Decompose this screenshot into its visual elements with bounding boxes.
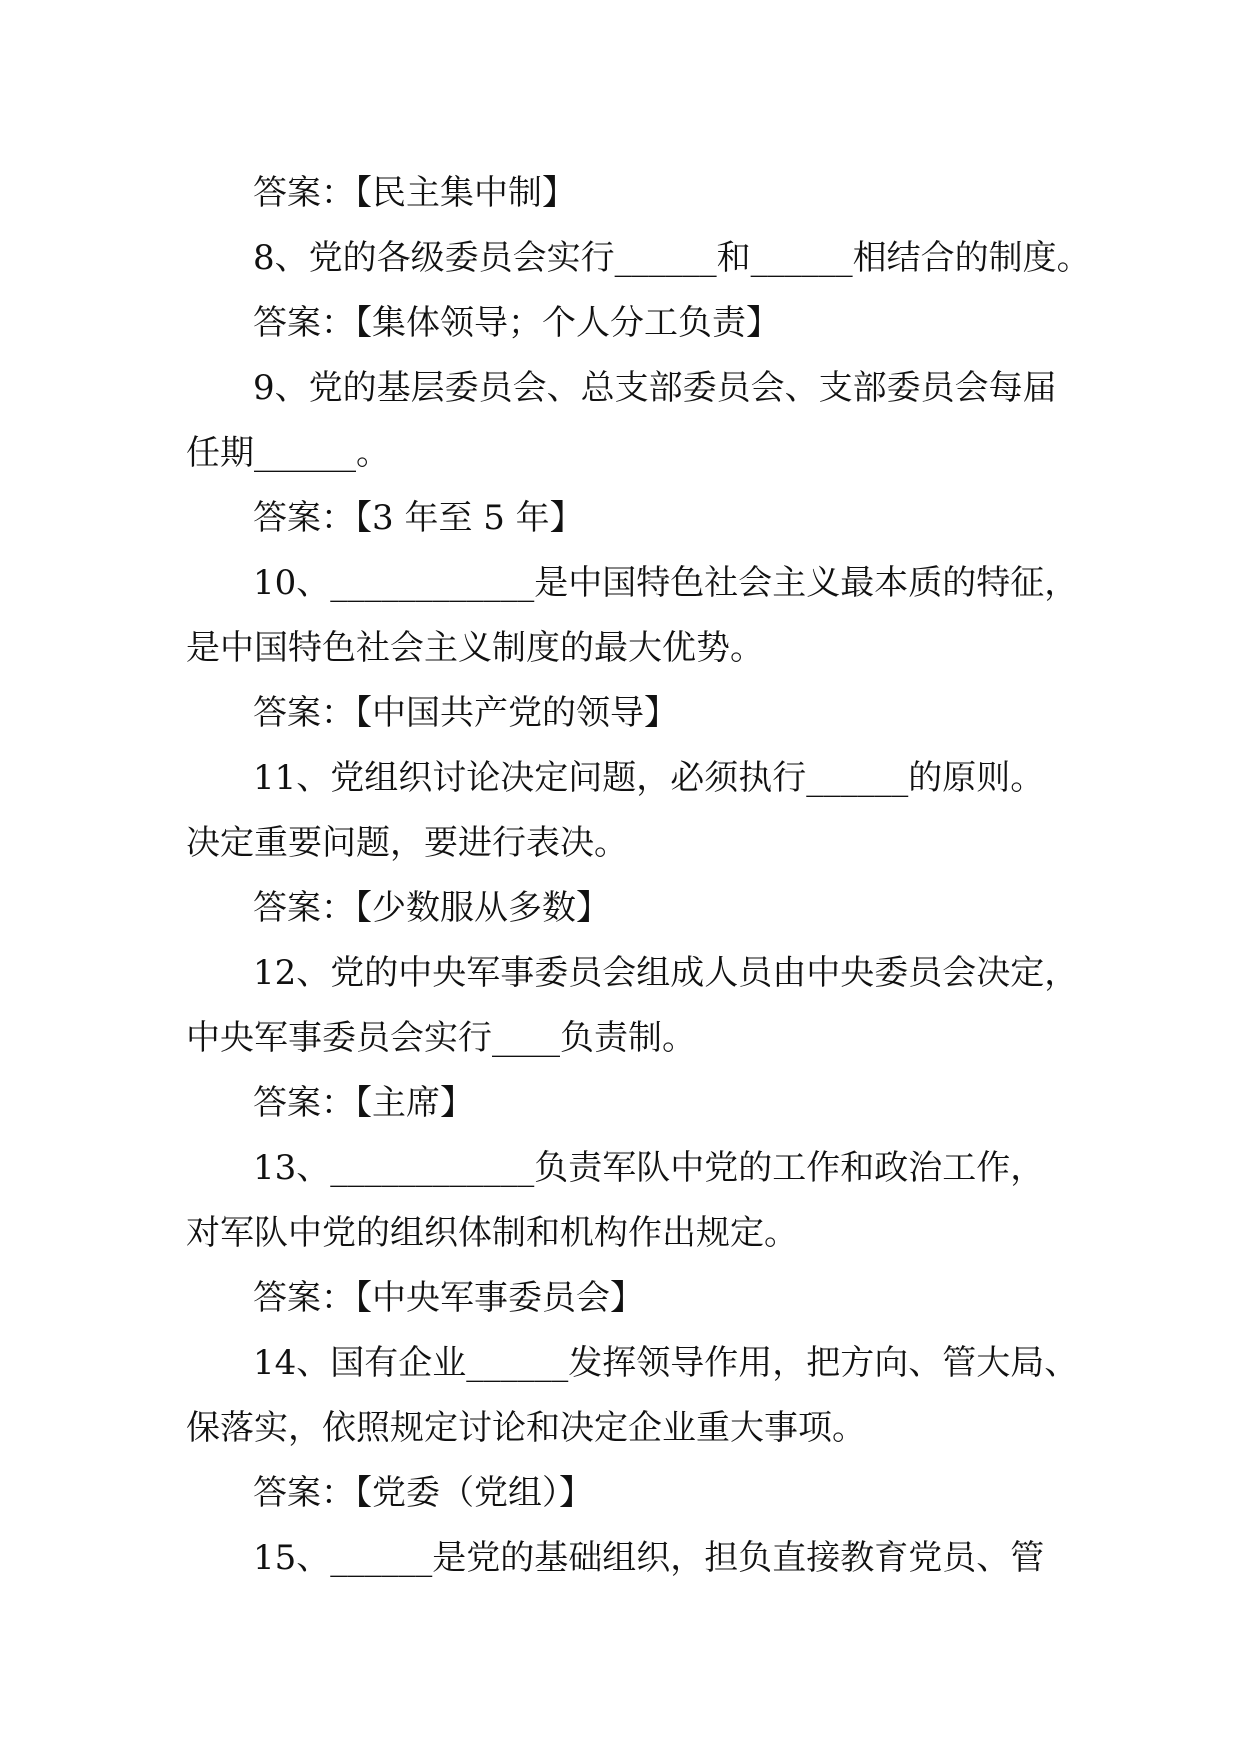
- question-line: 13、____________负责军队中党的工作和政治工作，: [253, 1148, 1045, 1188]
- question-line: 9、党的基层委员会、总支部委员会、支部委员会每届: [253, 368, 1057, 408]
- question-continuation-line: 中央军事委员会实行____负责制。: [186, 1018, 696, 1058]
- answer-line: 答案：【中国共产党的领导】: [253, 693, 678, 733]
- answer-line: 答案：【少数服从多数】: [253, 888, 610, 928]
- question-line: 8、党的各级委员会实行______和______相结合的制度。: [253, 238, 1091, 278]
- answer-line: 答案：【3 年至 5 年】: [253, 498, 584, 538]
- question-continuation-line: 保落实，依照规定讨论和决定企业重大事项。: [186, 1408, 866, 1448]
- answer-line: 答案：【党委（党组）】: [253, 1473, 593, 1513]
- question-continuation-line: 是中国特色社会主义制度的最大优势。: [186, 628, 764, 668]
- answer-line: 答案：【民主集中制】: [253, 173, 576, 213]
- answer-line: 答案：【集体领导；个人分工负责】: [253, 303, 780, 343]
- question-line: 11、党组织讨论决定问题，必须执行______的原则。: [253, 758, 1045, 798]
- answer-line: 答案：【主席】: [253, 1083, 474, 1123]
- question-continuation-line: 对军队中党的组织体制和机构作出规定。: [186, 1213, 798, 1253]
- question-continuation-line: 决定重要问题，要进行表决。: [186, 823, 628, 863]
- question-line: 15、______是党的基础组织，担负直接教育党员、管: [253, 1538, 1045, 1578]
- answer-line: 答案：【中央军事委员会】: [253, 1278, 644, 1318]
- question-continuation-line: 任期______。: [186, 433, 390, 473]
- question-line: 14、国有企业______发挥领导作用，把方向、管大局、: [253, 1343, 1079, 1383]
- question-line: 10、____________是中国特色社会主义最本质的特征，: [253, 563, 1079, 603]
- question-line: 12、党的中央军事委员会组成人员由中央委员会决定，: [253, 953, 1079, 993]
